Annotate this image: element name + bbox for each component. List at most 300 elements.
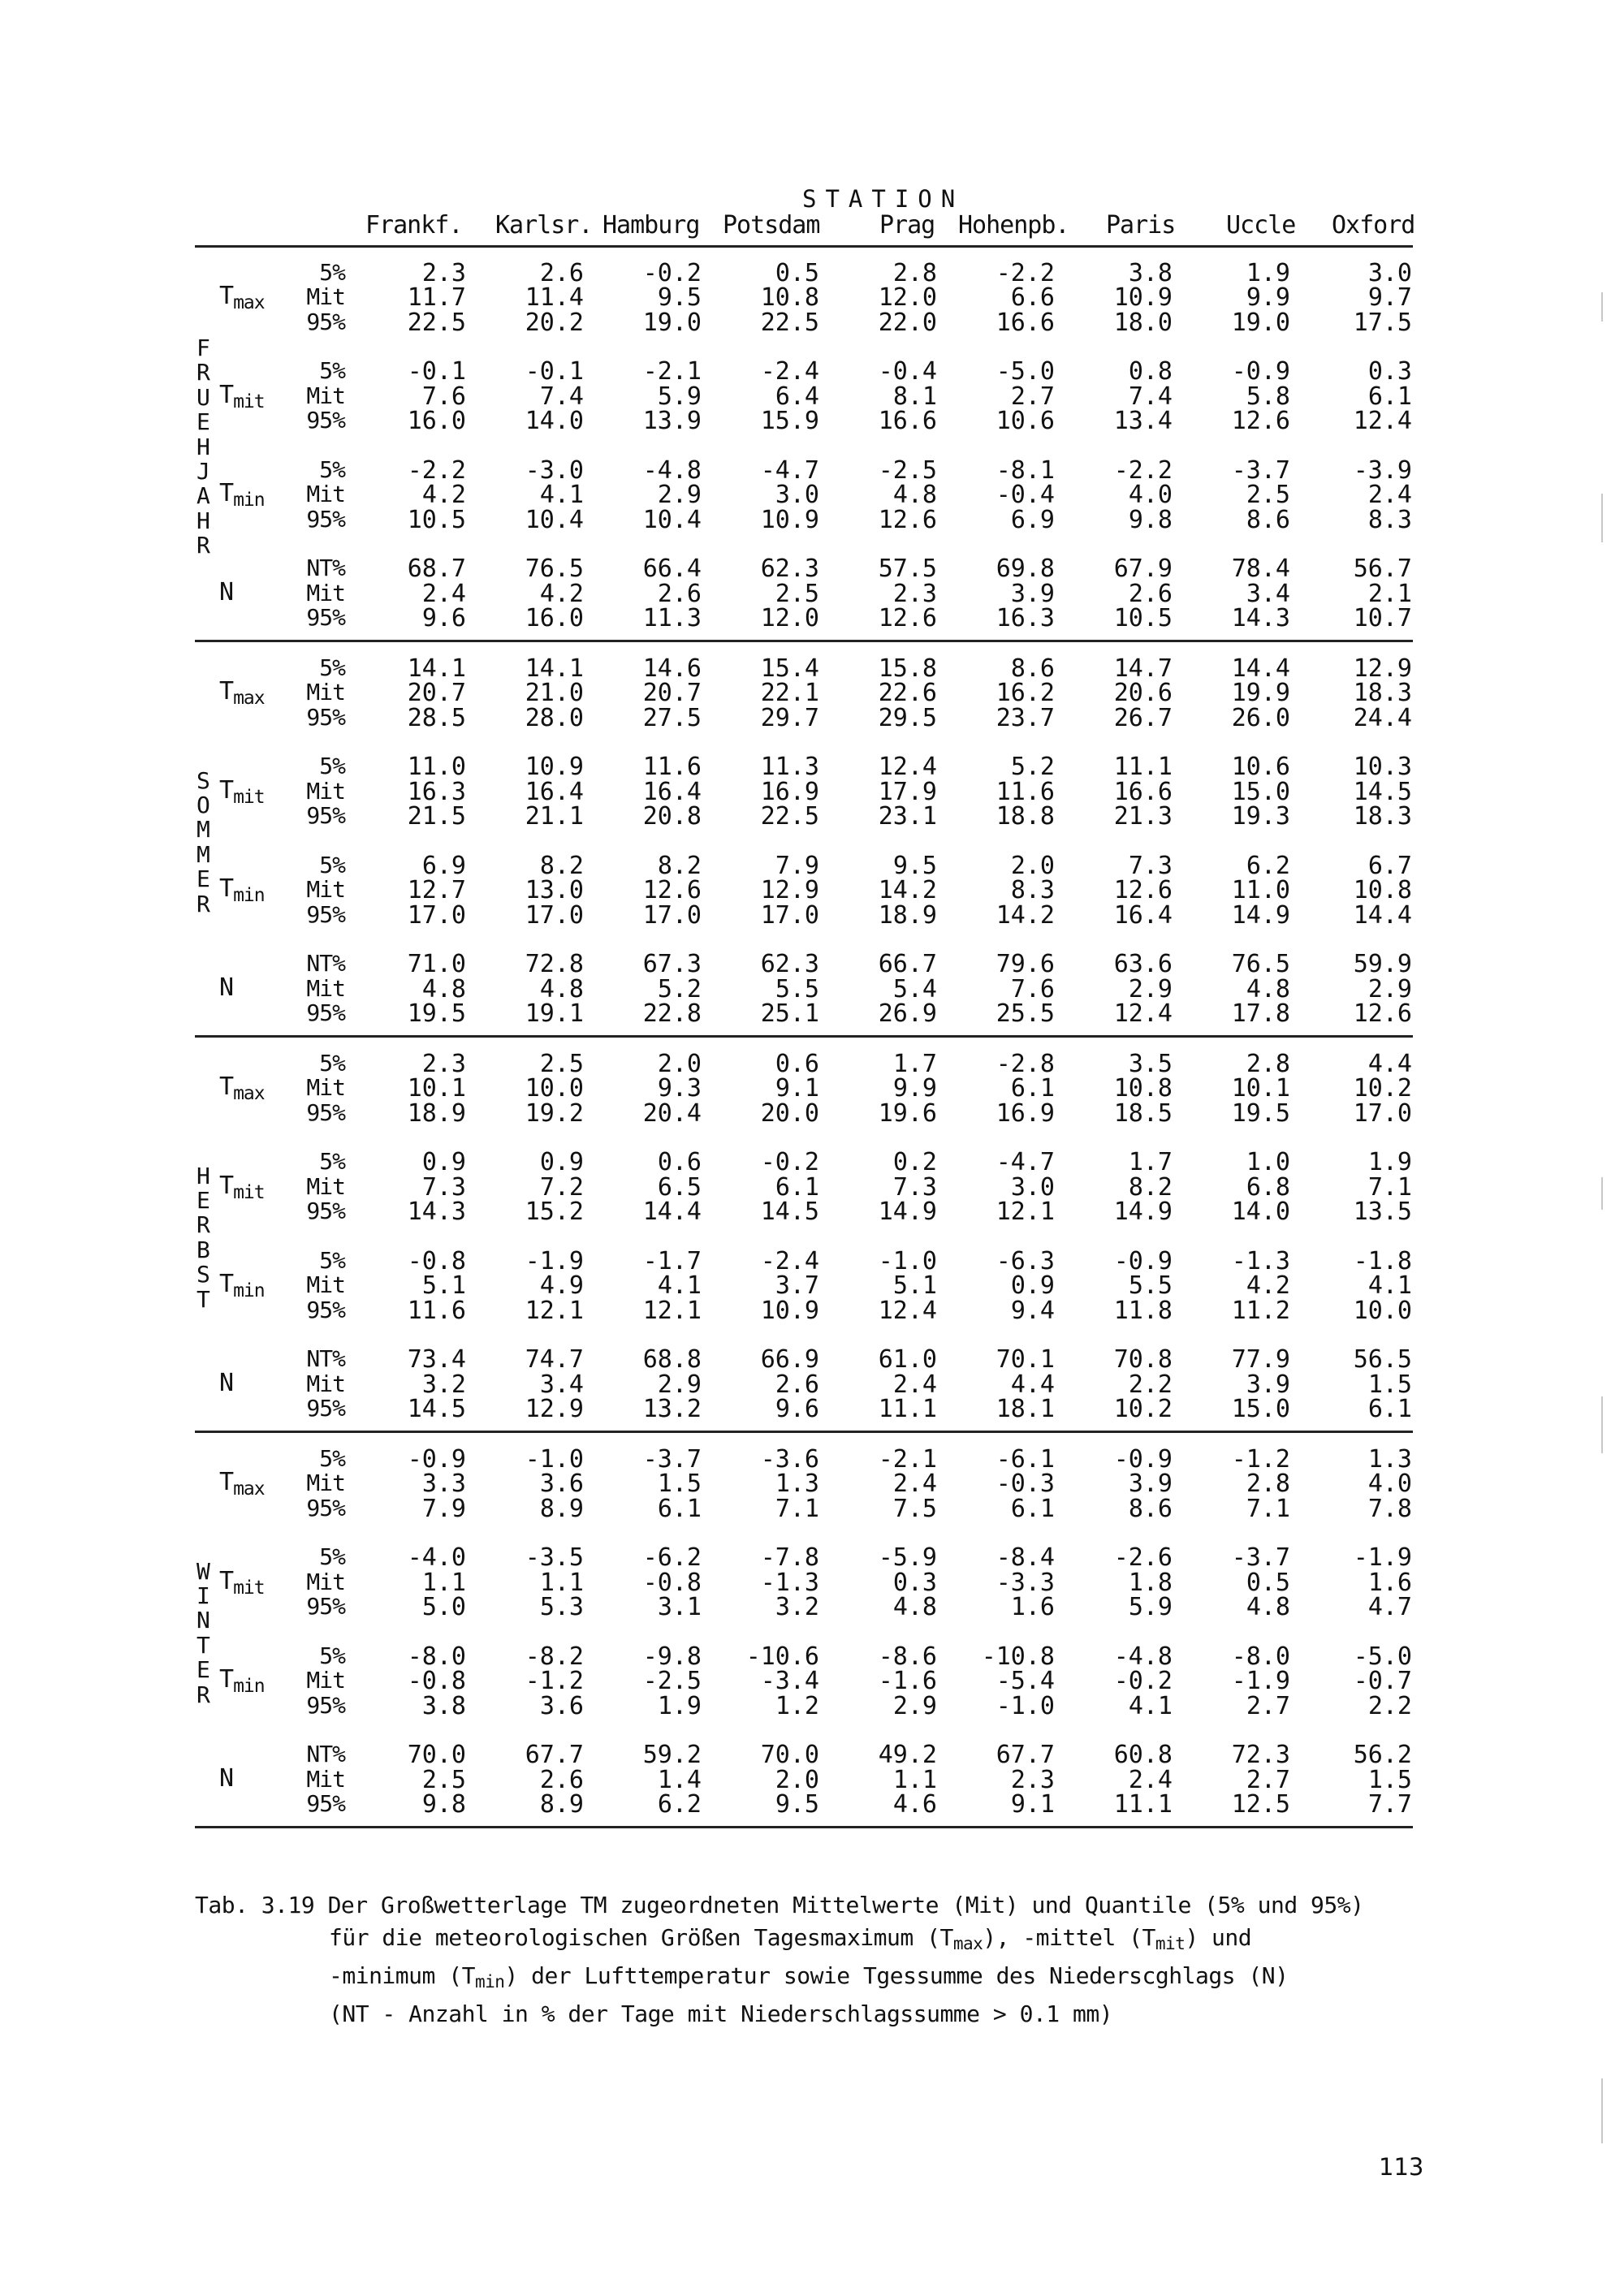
table-cell: 3.2 [775, 1593, 819, 1622]
table-cell: 2.5 [775, 579, 819, 608]
table-cell: 5.3 [539, 1593, 584, 1622]
table-cell: -1.9 [525, 1246, 584, 1275]
table-cell: 26.7 [1113, 703, 1173, 732]
table-cell: 16.6 [878, 407, 937, 436]
table-cell: 5.2 [1010, 753, 1055, 782]
table-cell: 9.5 [892, 851, 937, 880]
table-cell: 62.3 [760, 555, 819, 584]
table-cell: 16.9 [760, 777, 819, 806]
level-label: 95% [306, 1790, 345, 1817]
table-cell: 11.1 [878, 1395, 937, 1423]
table-cell: 16.6 [996, 308, 1055, 337]
table-cell: 10.5 [1113, 604, 1173, 632]
table-cell: 59.2 [642, 1741, 702, 1770]
table-cell: 11.8 [1113, 1296, 1173, 1325]
table-cell: 4.8 [421, 974, 466, 1003]
table-cell: 14.5 [1353, 777, 1412, 806]
table-cell: -2.1 [878, 1445, 937, 1474]
table-cell: 7.7 [1367, 1790, 1412, 1819]
season-letter: T [197, 1631, 210, 1659]
table-cell: 4.2 [421, 481, 466, 510]
level-label: 5% [319, 259, 345, 286]
table-cell: 69.8 [996, 555, 1055, 584]
table-cell: 18.5 [1113, 1098, 1173, 1128]
table-cell: -2.6 [1113, 1543, 1173, 1573]
table-cell: 26.0 [1231, 703, 1290, 732]
table-cell: -1.0 [996, 1691, 1055, 1720]
table-cell: 7.8 [1367, 1494, 1412, 1523]
table-cell: 70.1 [996, 1345, 1055, 1375]
table-cell: 2.4 [421, 579, 466, 608]
table-cell: 17.0 [525, 900, 584, 930]
variable-label: N [219, 973, 234, 1002]
table-cell: -3.3 [996, 1568, 1055, 1597]
table-cell: 19.5 [1231, 1098, 1290, 1128]
table-cell: -3.7 [642, 1445, 702, 1474]
table-cell: -3.6 [760, 1445, 819, 1474]
table-cell: 6.1 [657, 1494, 702, 1523]
table-cell: 12.6 [878, 505, 937, 534]
table-cell: 10.2 [1113, 1395, 1173, 1423]
table-cell: 12.1 [642, 1296, 702, 1325]
table-cell: 3.4 [1246, 579, 1290, 608]
table-cell: 1.1 [892, 1765, 937, 1794]
table-cell: 5.4 [892, 974, 937, 1003]
table-cell: -5.0 [1353, 1642, 1412, 1671]
variable-label: $T_{max}$ [219, 677, 265, 710]
table-cell: 4.8 [1246, 974, 1290, 1003]
table-cell: 12.4 [1113, 999, 1173, 1028]
table-cell: 14.0 [525, 407, 584, 436]
table-cell: 21.5 [407, 802, 466, 831]
table-cell: 9.3 [657, 1074, 702, 1103]
table-cell: -2.5 [642, 1667, 702, 1696]
table-cell: 3.9 [1246, 1370, 1290, 1399]
table-cell: 10.1 [1231, 1074, 1290, 1103]
table-cell: 8.6 [1010, 654, 1055, 683]
table-cell: 9.6 [421, 604, 466, 632]
table-cell: 17.5 [1353, 308, 1412, 337]
table-cell: 28.5 [407, 703, 466, 732]
table-cell: 8.3 [1010, 876, 1055, 905]
season-letter: O [197, 791, 210, 818]
variable-label: N [219, 577, 234, 606]
table-cell: 6.8 [1246, 1172, 1290, 1202]
caption-line-4: (NT - Anzahl in % der Tage mit Niederschlagssumme > 0.1 mm) [329, 2000, 1113, 2027]
level-label: Mit [306, 876, 345, 904]
table-cell: 7.3 [421, 1172, 466, 1202]
table-cell: 22.5 [407, 308, 466, 337]
table-cell: 56.5 [1353, 1345, 1412, 1375]
table-cell: 6.9 [421, 851, 466, 880]
table-cell: 76.5 [525, 555, 584, 584]
table-cell: 7.5 [892, 1494, 937, 1523]
table-cell: 70.0 [407, 1741, 466, 1770]
variable-label: $T_{max}$ [219, 1072, 265, 1105]
table-cell: 1.5 [1367, 1765, 1412, 1794]
table-cell: 72.8 [525, 950, 584, 979]
table-cell: 5.5 [775, 974, 819, 1003]
table-cell: 2.7 [1246, 1765, 1290, 1794]
level-label: Mit [306, 777, 345, 805]
table-cell: 16.4 [525, 777, 584, 806]
table-cell: 19.6 [878, 1098, 937, 1128]
table-cell: -5.0 [996, 357, 1055, 386]
level-label: 95% [306, 1395, 345, 1422]
level-label: 95% [306, 999, 345, 1026]
table-cell: 14.9 [1113, 1198, 1173, 1227]
season-letter: A [197, 482, 210, 510]
table-cell: 68.7 [407, 555, 466, 584]
table-cell: -1.6 [878, 1667, 937, 1696]
table-cell: 18.0 [1113, 308, 1173, 337]
level-label: 95% [306, 1296, 345, 1323]
station-name: Hamburg [603, 211, 700, 240]
caption [195, 1889, 1429, 2031]
station-name: Karlsr. [495, 211, 593, 240]
level-label: Mit [306, 1172, 345, 1200]
table-cell: -10.6 [745, 1642, 819, 1671]
table-cell: 10.4 [642, 505, 702, 534]
table-cell: 10.8 [1353, 876, 1412, 905]
table-cell: 1.7 [1128, 1148, 1173, 1177]
table-cell: 1.4 [657, 1765, 702, 1794]
table-cell: 22.5 [760, 802, 819, 831]
table-cell: 3.4 [539, 1370, 584, 1399]
table-cell: 2.4 [892, 1470, 937, 1499]
table-cell: 60.8 [1113, 1741, 1173, 1770]
table-cell: 12.0 [760, 604, 819, 632]
table-cell: 27.5 [642, 703, 702, 732]
table-cell: 8.2 [657, 851, 702, 880]
table-cell: 9.8 [421, 1790, 466, 1819]
variable-label: $T_{min}$ [219, 479, 265, 511]
table-cell: 7.4 [1128, 382, 1173, 411]
table-cell: 18.1 [996, 1395, 1055, 1423]
table-cell: 10.9 [1113, 283, 1173, 313]
table-cell: 14.2 [996, 900, 1055, 930]
season-letter: M [197, 816, 210, 844]
table-cell: 12.4 [878, 1296, 937, 1325]
table-cell: 79.6 [996, 950, 1055, 979]
table-cell: 14.3 [407, 1198, 466, 1227]
table-cell: 66.7 [878, 950, 937, 979]
level-label: 95% [306, 505, 345, 533]
table-cell: -10.8 [981, 1642, 1055, 1671]
table-cell: -2.8 [996, 1050, 1055, 1078]
table-cell: 6.2 [1246, 851, 1290, 880]
table-cell: 21.1 [525, 802, 584, 831]
table-cell: 12.5 [1231, 1790, 1290, 1819]
table-cell: 20.2 [525, 308, 584, 337]
table-cell: -4.8 [1113, 1642, 1173, 1671]
level-label: Mit [306, 1470, 345, 1497]
level-label: 95% [306, 1494, 345, 1521]
table-cell: 59.9 [1353, 950, 1412, 979]
variable-label: $T_{mit}$ [219, 380, 265, 412]
table-cell: 67.9 [1113, 555, 1173, 584]
table-cell: 9.5 [775, 1790, 819, 1819]
table-cell: 23.1 [878, 802, 937, 831]
table-cell: 7.6 [1010, 974, 1055, 1003]
table-cell: -0.8 [407, 1246, 466, 1275]
table-cell: 8.9 [539, 1790, 584, 1819]
station-name: Oxford [1332, 211, 1415, 240]
table-cell: 11.1 [1113, 753, 1173, 782]
table-cell: -1.3 [1231, 1246, 1290, 1275]
table-cell: 66.4 [642, 555, 702, 584]
season-letter: E [197, 865, 210, 893]
table-cell: -2.2 [407, 455, 466, 485]
table-cell: 22.6 [878, 679, 937, 708]
level-label: Mit [306, 579, 345, 606]
table-cell: 15.9 [760, 407, 819, 436]
table-cell: -3.0 [525, 455, 584, 485]
table-cell: 1.1 [421, 1568, 466, 1597]
page-number: 113 [1379, 2153, 1424, 2181]
table-cell: 2.7 [1246, 1691, 1290, 1720]
level-label: 95% [306, 604, 345, 631]
table-cell: 7.1 [775, 1494, 819, 1523]
table-cell: 9.5 [657, 283, 702, 313]
table-cell: 49.2 [878, 1741, 937, 1770]
table-cell: 2.5 [539, 1050, 584, 1078]
table-cell: 10.2 [1353, 1074, 1412, 1103]
table-cell: 0.5 [1246, 1568, 1290, 1597]
table-cell: 1.8 [1128, 1568, 1173, 1597]
table-cell: -3.7 [1231, 1543, 1290, 1573]
season-letter: H [197, 507, 210, 534]
table-cell: 10.3 [1353, 753, 1412, 782]
table-cell: 56.2 [1353, 1741, 1412, 1770]
table-cell: 2.4 [1128, 1765, 1173, 1794]
table-cell: 8.1 [892, 382, 937, 411]
table-cell: 9.7 [1367, 283, 1412, 313]
season-letter: R [197, 359, 210, 386]
table-cell: 70.0 [760, 1741, 819, 1770]
table-cell: 3.5 [1128, 1050, 1173, 1078]
table-cell: 12.9 [525, 1395, 584, 1423]
table-cell: 6.6 [1010, 283, 1055, 313]
table-cell: -7.8 [760, 1543, 819, 1573]
table-cell: 2.9 [1128, 974, 1173, 1003]
table-cell: -0.2 [760, 1148, 819, 1177]
level-label: 5% [319, 654, 345, 681]
table-cell: 2.9 [892, 1691, 937, 1720]
season-letter: J [197, 457, 210, 485]
table-cell: 12.9 [760, 876, 819, 905]
table-cell: 16.9 [996, 1098, 1055, 1128]
table-cell: 19.1 [525, 999, 584, 1028]
table-cell: 2.3 [421, 259, 466, 287]
level-label: 95% [306, 900, 345, 928]
table-cell: -0.2 [1113, 1667, 1173, 1696]
margin-mark [1601, 2078, 1603, 2143]
table-cell: 3.6 [539, 1691, 584, 1720]
table-cell: 8.2 [1128, 1172, 1173, 1202]
table-cell: 2.9 [657, 1370, 702, 1399]
table-cell: 20.6 [1113, 679, 1173, 708]
table-cell: 12.6 [642, 876, 702, 905]
table-cell: 73.4 [407, 1345, 466, 1375]
table-cell: 15.0 [1231, 777, 1290, 806]
table-cell: -8.0 [407, 1642, 466, 1671]
table-cell: 25.1 [760, 999, 819, 1028]
table-cell: 14.7 [1113, 654, 1173, 683]
level-label: 95% [306, 802, 345, 830]
table-cell: 14.1 [525, 654, 584, 683]
table-cell: -0.4 [878, 357, 937, 386]
table-cell: 1.9 [1246, 259, 1290, 287]
table-cell: 5.8 [1246, 382, 1290, 411]
table-cell: -4.0 [407, 1543, 466, 1573]
season-letter: E [197, 1186, 210, 1214]
table-cell: 11.3 [642, 604, 702, 632]
margin-mark [1601, 1396, 1603, 1453]
table-cell: 2.2 [1367, 1691, 1412, 1720]
table-cell: 0.8 [1128, 357, 1173, 386]
table-cell: 11.2 [1231, 1296, 1290, 1325]
table-cell: 13.0 [525, 876, 584, 905]
table-cell: 5.2 [657, 974, 702, 1003]
level-label: 5% [319, 851, 345, 878]
table-cell: 10.9 [760, 505, 819, 534]
table-cell: 11.0 [407, 753, 466, 782]
table-cell: 7.9 [775, 851, 819, 880]
table-cell: 0.9 [1010, 1271, 1055, 1301]
table-cell: 12.1 [996, 1198, 1055, 1227]
table-cell: 4.8 [892, 1593, 937, 1622]
table-cell: 14.2 [878, 876, 937, 905]
table-cell: 1.6 [1010, 1593, 1055, 1622]
table-cell: 11.6 [996, 777, 1055, 806]
table-cell: 4.9 [539, 1271, 584, 1301]
table-cell: 14.9 [1231, 900, 1290, 930]
table-cell: -0.9 [1231, 357, 1290, 386]
table-cell: -2.5 [878, 455, 937, 485]
table-cell: 3.8 [1128, 259, 1173, 287]
season-rule [195, 640, 1413, 642]
table-cell: 3.9 [1128, 1470, 1173, 1499]
table-cell: 4.0 [1367, 1470, 1412, 1499]
table-cell: 10.8 [1113, 1074, 1173, 1103]
season-letter: R [197, 1681, 210, 1708]
table-cell: 2.7 [1010, 382, 1055, 411]
level-label: 5% [319, 1148, 345, 1176]
table-cell: 9.1 [775, 1074, 819, 1103]
table-cell: 3.0 [1367, 259, 1412, 287]
table-cell: 77.9 [1231, 1345, 1290, 1375]
table-cell: 9.9 [892, 1074, 937, 1103]
table-cell: 16.0 [525, 604, 584, 632]
table-cell: 2.6 [657, 579, 702, 608]
table-cell: 19.9 [1231, 679, 1290, 708]
level-label: Mit [306, 1667, 345, 1694]
table-cell: 15.2 [525, 1198, 584, 1227]
level-label: 95% [306, 308, 345, 335]
table-cell: 2.0 [657, 1050, 702, 1078]
table-cell: 3.1 [657, 1593, 702, 1622]
table-cell: -3.5 [525, 1543, 584, 1573]
table-cell: 11.6 [642, 753, 702, 782]
table-cell: 2.3 [1010, 1765, 1055, 1794]
table-cell: 4.4 [1010, 1370, 1055, 1399]
table-cell: 7.6 [421, 382, 466, 411]
table-cell: 13.5 [1353, 1198, 1412, 1227]
table-cell: -4.8 [642, 455, 702, 485]
table-cell: 6.1 [1010, 1494, 1055, 1523]
table-cell: -1.9 [1231, 1667, 1290, 1696]
table-cell: 4.7 [1367, 1593, 1412, 1622]
table-cell: -1.3 [760, 1568, 819, 1597]
season-letter: R [197, 532, 210, 559]
table-cell: 2.0 [775, 1765, 819, 1794]
season-letter: S [197, 766, 210, 794]
table-cell: -5.4 [996, 1667, 1055, 1696]
table-cell: 1.5 [1367, 1370, 1412, 1399]
table-cell: 17.8 [1231, 999, 1290, 1028]
table-cell: 2.6 [539, 259, 584, 287]
table-cell: -1.0 [525, 1445, 584, 1474]
table-cell: 12.1 [525, 1296, 584, 1325]
table-cell: 6.7 [1367, 851, 1412, 880]
table-cell: 16.4 [642, 777, 702, 806]
table-cell: 1.9 [657, 1691, 702, 1720]
table-cell: 3.0 [775, 481, 819, 510]
table-cell: 6.1 [1367, 382, 1412, 411]
table-cell: 18.3 [1353, 802, 1412, 831]
season-letter: I [197, 1582, 210, 1609]
table-cell: 9.8 [1128, 505, 1173, 534]
table-cell: 4.2 [1246, 1271, 1290, 1301]
table-cell: 10.6 [996, 407, 1055, 436]
table-cell: 17.0 [760, 900, 819, 930]
table-cell: 1.0 [1246, 1148, 1290, 1177]
table-cell: 3.8 [421, 1691, 466, 1720]
table-cell: -1.2 [525, 1667, 584, 1696]
table-cell: -1.7 [642, 1246, 702, 1275]
table-cell: 4.8 [892, 481, 937, 510]
table-cell: 72.3 [1231, 1741, 1290, 1770]
table-cell: 24.4 [1353, 703, 1412, 732]
table-cell: 13.2 [642, 1395, 702, 1423]
table-cell: 22.5 [760, 308, 819, 337]
season-rule [195, 1035, 1413, 1038]
table-cell: -0.7 [1353, 1667, 1412, 1696]
table-cell: 14.4 [642, 1198, 702, 1227]
table-cell: 16.0 [407, 407, 466, 436]
table-cell: 2.5 [421, 1765, 466, 1794]
table-cell: -0.1 [525, 357, 584, 386]
table-cell: 2.4 [1367, 481, 1412, 510]
table-cell: 3.0 [1010, 1172, 1055, 1202]
table-cell: -0.2 [642, 259, 702, 287]
table-cell: -2.2 [996, 259, 1055, 287]
table-cell: 62.3 [760, 950, 819, 979]
table-cell: 23.7 [996, 703, 1055, 732]
table-cell: 5.0 [421, 1593, 466, 1622]
table-cell: 10.5 [407, 505, 466, 534]
table-cell: -4.7 [996, 1148, 1055, 1177]
table-cell: 2.0 [1010, 851, 1055, 880]
table-cell: 71.0 [407, 950, 466, 979]
table-cell: -8.2 [525, 1642, 584, 1671]
table-cell: 11.3 [760, 753, 819, 782]
table-cell: 22.0 [878, 308, 937, 337]
level-label: 95% [306, 703, 345, 731]
table-cell: -2.4 [760, 1246, 819, 1275]
table-cell: 0.9 [421, 1148, 466, 1177]
